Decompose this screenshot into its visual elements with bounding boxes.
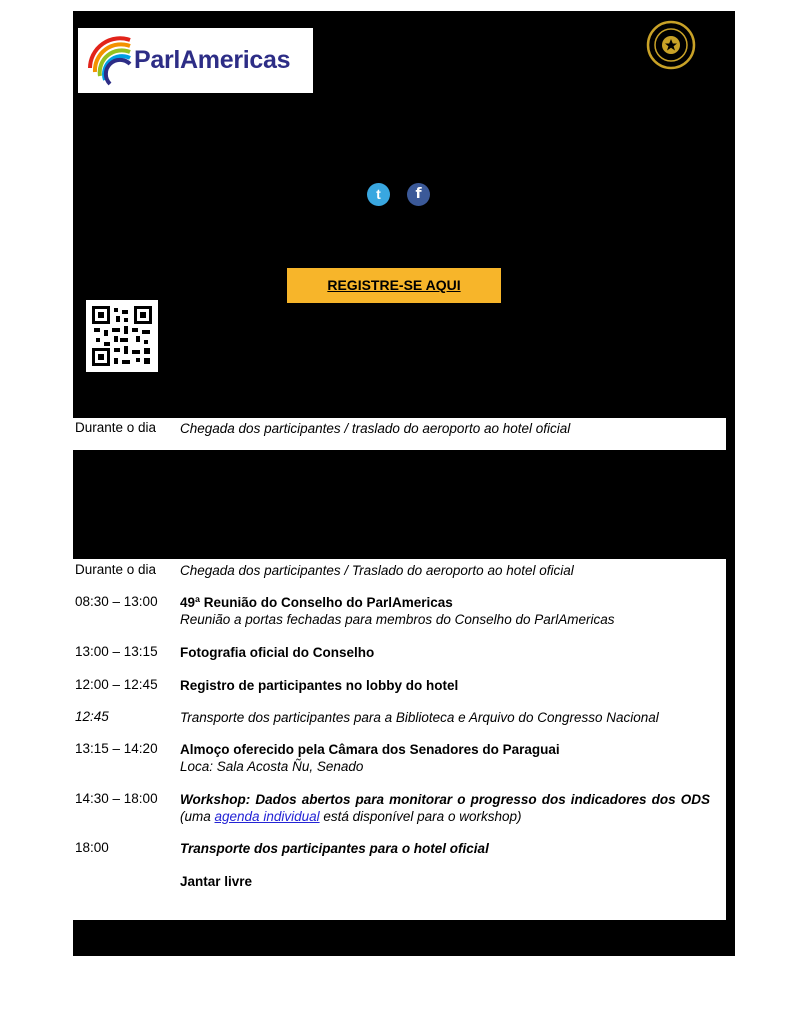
day1-description: Chegada dos participantes / traslado do aeroporto ao hotel oficial bbox=[180, 421, 571, 436]
senate-seal-icon bbox=[645, 20, 697, 70]
schedule-time: 12:00 – 12:45 bbox=[75, 677, 158, 692]
agenda-individual-link[interactable]: agenda individual bbox=[214, 809, 320, 824]
schedule-title: Registro de participantes no lobby do hotel bbox=[180, 678, 459, 693]
schedule-time: 13:00 – 13:15 bbox=[75, 644, 158, 659]
schedule-title: Transporte dos participantes para o hotel oficial bbox=[180, 841, 489, 856]
schedule-title: 49ª Reunião do Conselho do ParlAmericas bbox=[180, 595, 453, 610]
day1-time: Durante o dia bbox=[75, 420, 157, 435]
facebook-icon[interactable]: f bbox=[407, 183, 430, 206]
schedule-title: Jantar livre bbox=[180, 874, 253, 889]
schedule-title: Transporte dos participantes para a Biblioteca e Arquivo do Congresso Nacional bbox=[180, 710, 659, 725]
schedule-title: Fotografia oficial do Conselho bbox=[180, 645, 375, 660]
schedule-time: 18:00 bbox=[75, 840, 109, 855]
qr-code-icon bbox=[92, 306, 152, 366]
workshop-note-pre: (uma bbox=[180, 809, 215, 824]
schedule-time: 12:45 bbox=[75, 709, 109, 724]
register-button[interactable]: REGISTRE-SE AQUI bbox=[287, 268, 501, 303]
workshop-title: Workshop: Dados abertos para monitorar o progresso dos indicadores dos ODS bbox=[180, 792, 710, 807]
schedule-title: Chegada dos participantes / Traslado do aeroporto ao hotel oficial bbox=[180, 563, 574, 578]
schedule-time: Durante o dia bbox=[75, 562, 157, 577]
schedule-time: 13:15 – 14:20 bbox=[75, 741, 158, 756]
logo-text: ParlAmericas bbox=[134, 46, 291, 74]
twitter-icon[interactable]: t bbox=[367, 183, 390, 206]
schedule-time: 08:30 – 13:00 bbox=[75, 594, 158, 609]
parlamericas-logo bbox=[78, 28, 313, 93]
schedule-title: Almoço oferecido pela Câmara dos Senadores do Paraguai bbox=[180, 742, 560, 757]
schedule-subtitle: Loca: Sala Acosta Ñu, Senado bbox=[180, 759, 364, 774]
schedule-time: 14:30 – 18:00 bbox=[75, 791, 158, 806]
workshop-note-post: está disponível para o workshop) bbox=[319, 809, 522, 824]
schedule-subtitle: Reunião a portas fechadas para membros do Conselho do ParlAmericas bbox=[180, 612, 615, 627]
logo-arcs-icon bbox=[86, 32, 134, 88]
workshop-description bbox=[180, 791, 710, 825]
qr-code[interactable] bbox=[86, 300, 158, 372]
